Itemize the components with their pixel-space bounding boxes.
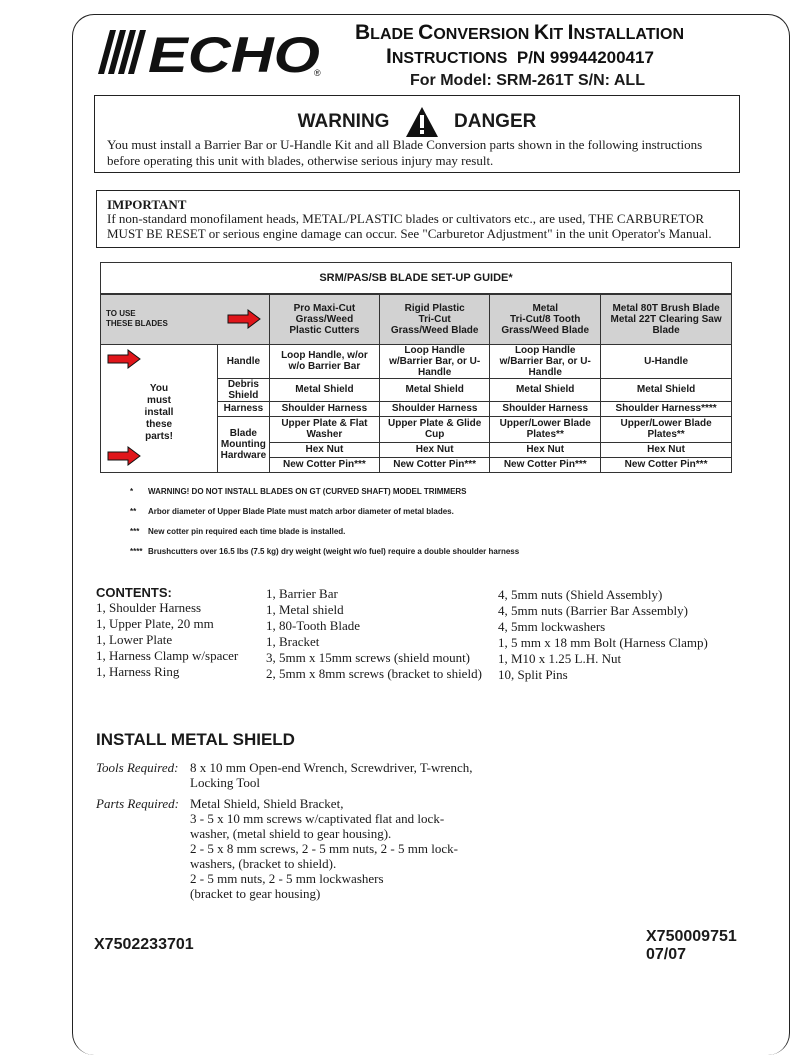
note-2: ** Arbor diameter of Upper Blade Plate must match arbor diameter of metal blades. (130, 507, 454, 516)
parts-label: Parts Required: (96, 796, 179, 811)
parts-line: 2 - 5 mm nuts, 2 - 5 mm lockwashers (190, 871, 384, 886)
must-install-cell (101, 344, 218, 472)
cell-debris-2: Metal Shield (380, 378, 490, 401)
cell-handle-4: U-Handle (601, 344, 732, 378)
row-label-handle: Handle (218, 344, 270, 378)
cell-harness-1: Shoulder Harness (269, 401, 379, 416)
list-item: 4, 5mm nuts (Barrier Bar Assembly) (498, 603, 688, 618)
row-label-hardware: Blade Mounting Hardware (218, 416, 270, 472)
cell-hex-1: Hex Nut (269, 442, 379, 457)
install-requirements (96, 760, 496, 900)
svg-text:ECHO: ECHO (148, 27, 321, 78)
to-use-label (101, 294, 270, 344)
important-heading: IMPORTANT (107, 197, 187, 212)
install-heading: INSTALL METAL SHIELD (96, 730, 295, 749)
red-arrow-icon (107, 349, 141, 369)
list-item: 1, Harness Clamp w/spacer (96, 648, 239, 663)
list-item: 4, 5mm lockwashers (498, 619, 606, 634)
revision-date: 07/07 (646, 946, 687, 963)
contents-column-1 (96, 600, 238, 680)
important-box (96, 190, 740, 248)
cell-debris-4: Metal Shield (601, 378, 732, 401)
red-arrow-icon (107, 446, 141, 466)
contents-column-3 (498, 587, 708, 683)
list-item: 1, Metal shield (266, 602, 344, 617)
warning-label: WARNING (297, 111, 390, 132)
red-arrow-icon (227, 309, 261, 329)
to-use-line-2: THESE BLADES (106, 319, 168, 329)
row-label-harness: Harness (218, 401, 270, 416)
cell-hex-4: Hex Nut (601, 442, 732, 457)
cell-plate-4: Upper/Lower Blade Plates** (601, 416, 732, 442)
cell-pin-1: New Cotter Pin*** (269, 457, 379, 472)
list-item: 1, Bracket (266, 634, 320, 649)
cell-debris-1: Metal Shield (269, 378, 379, 401)
cell-harness-3: Shoulder Harness (490, 401, 601, 416)
blade-setup-guide-table (100, 262, 732, 473)
echo-logo (96, 26, 328, 78)
blade-header-4: Metal 80T Brush Blade Metal 22T Clearing Saw Blade (601, 294, 732, 344)
note-3: *** New cotter pin required each time blade is installed. (130, 527, 346, 536)
blade-header-1: Pro Maxi-Cut Grass/Weed Plastic Cutters (269, 294, 379, 344)
list-item: 1, Harness Ring (96, 664, 180, 679)
blade-header-3: Metal Tri-Cut/8 Tooth Grass/Weed Blade (490, 294, 601, 344)
cell-pin-3: New Cotter Pin*** (490, 457, 601, 472)
svg-text:®: ® (314, 68, 321, 78)
cell-plate-2: Upper Plate & Glide Cup (380, 416, 490, 442)
list-item: 1, Lower Plate (96, 632, 173, 647)
row-label-debris: Debris Shield (218, 378, 270, 401)
warning-triangle-icon (405, 106, 439, 138)
model-line: For Model: SRM-261T S/N: ALL (410, 72, 645, 89)
warning-text: You must install a Barrier Bar or U-Handle Kit and all Blade Conversion parts shown in the following instructions before operating this unit with blades, otherwise serious injury may result. (107, 137, 703, 168)
cell-handle-2: Loop Handle w/Barrier Bar, or U-Handle (380, 344, 490, 378)
list-item: 1, 80-Tooth Blade (266, 618, 361, 633)
parts-line: Metal Shield, Shield Bracket, (190, 796, 344, 811)
warning-heading (95, 106, 739, 138)
parts-line: washer, (metal shield to gear housing). (190, 826, 392, 841)
part-code: X750009751 (646, 928, 737, 945)
list-item: 2, 5mm x 8mm screws (bracket to shield) (266, 666, 482, 681)
important-text: If non-standard monofilament heads, METAL/PLASTIC blades or cultivators etc., are used, THE CARBURETOR MUST BE RESET or serious engine damage can occur. See "Carburetor Adjustment" in the unit Operator's Manual. (107, 211, 712, 241)
note-1: * WARNING! DO NOT INSTALL BLADES ON GT (CURVED SHAFT) MODEL TRIMMERS (130, 487, 467, 496)
tools-label: Tools Required: (96, 760, 179, 775)
cell-pin-4: New Cotter Pin*** (601, 457, 732, 472)
parts-line: washers, (bracket to shield). (190, 856, 337, 871)
doc-title-line-2: INSTRUCTIONS P/N 99944200417 (386, 45, 654, 68)
list-item: 1, Upper Plate, 20 mm (96, 616, 214, 631)
to-use-line-1: TO USE (106, 309, 136, 319)
list-item: 10, Split Pins (498, 667, 568, 682)
document-code-left: X7502233701 (94, 936, 194, 953)
danger-label: DANGER (454, 111, 537, 132)
document-code-right (646, 928, 737, 964)
tools-line: 8 x 10 mm Open-end Wrench, Screwdriver, T-wrench, (190, 760, 473, 775)
cell-harness-2: Shoulder Harness (380, 401, 490, 416)
must-word-1: You (149, 383, 169, 394)
cell-hex-2: Hex Nut (380, 442, 490, 457)
cell-handle-3: Loop Handle w/Barrier Bar, or U-Handle (490, 344, 601, 378)
note-4: **** Brushcutters over 16.5 lbs (7.5 kg) dry weight (weight w/o fuel) require a double shoulder harness (130, 547, 520, 556)
must-word-3: install (144, 407, 174, 418)
must-word-2: must (147, 395, 171, 406)
cell-plate-1: Upper Plate & Flat Washer (269, 416, 379, 442)
cell-plate-3: Upper/Lower Blade Plates** (490, 416, 601, 442)
parts-line: (bracket to gear housing) (190, 886, 321, 901)
cell-hex-3: Hex Nut (490, 442, 601, 457)
parts-line: 3 - 5 x 10 mm screws w/captivated flat and lock- (190, 811, 445, 826)
cell-debris-3: Metal Shield (490, 378, 601, 401)
doc-title-line-1: BLADE CONVERSION KIT INSTALLATION (355, 21, 684, 44)
must-word-5: parts! (145, 431, 173, 442)
guide-title: SRM/PAS/SB BLADE SET-UP GUIDE* (101, 263, 732, 295)
list-item: 3, 5mm x 15mm screws (shield mount) (266, 650, 471, 665)
cell-harness-4: Shoulder Harness**** (601, 401, 732, 416)
cell-pin-2: New Cotter Pin*** (380, 457, 490, 472)
list-item: 4, 5mm nuts (Shield Assembly) (498, 587, 663, 602)
warning-box (94, 95, 740, 173)
list-item: 1, 5 mm x 18 mm Bolt (Harness Clamp) (498, 635, 708, 650)
list-item: 1, M10 x 1.25 L.H. Nut (498, 651, 622, 666)
contents-column-2 (266, 586, 482, 682)
cell-handle-1: Loop Handle, w/or w/o Barrier Bar (269, 344, 379, 378)
contents-heading: CONTENTS: (96, 585, 172, 600)
parts-line: 2 - 5 x 8 mm screws, 2 - 5 mm nuts, 2 - 5 mm lock- (190, 841, 458, 856)
tools-line: Locking Tool (190, 775, 260, 790)
blade-header-2: Rigid Plastic Tri-Cut Grass/Weed Blade (380, 294, 490, 344)
must-word-4: these (145, 419, 173, 430)
list-item: 1, Barrier Bar (266, 586, 338, 601)
list-item: 1, Shoulder Harness (96, 600, 202, 615)
